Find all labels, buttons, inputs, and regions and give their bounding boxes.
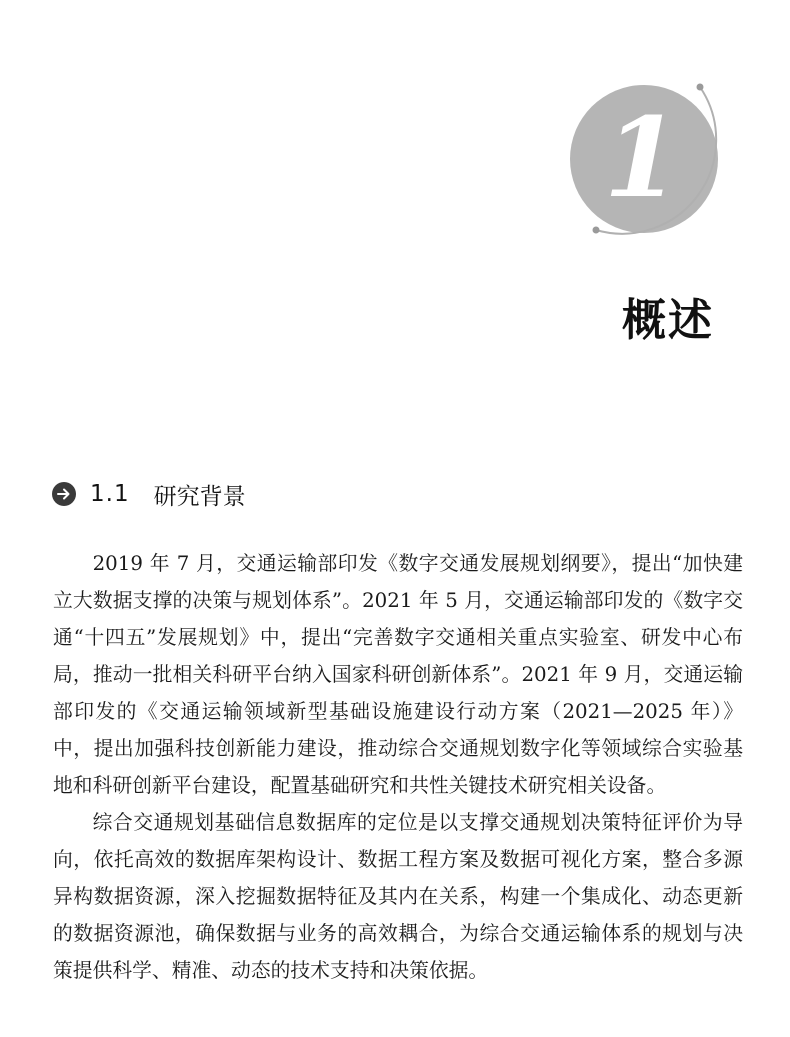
section-title: 研究背景 (153, 483, 246, 510)
arrow-right-icon (52, 482, 76, 506)
section-number: 1.1 (90, 481, 130, 507)
chapter-number-badge (0, 0, 790, 270)
paragraph: 综合交通规划基础信息数据库的定位是以支撑交通规划决策特征评价为导向，依托高效的数据库架构设计、数据工程方案及数据可视化方案，整合多源异构数据资源，深入挖掘数据特征及其内在关系，构建一个集成化、动态更新的数据资源池，确保数据与业务的高效耦合，为综合交通运输体系的规划与决策提供科学、精准、动态的技术支持和决策依据。 (53, 811, 743, 982)
paragraph: 2019 年 7 月，交通运输部印发《数字交通发展规划纲要》，提出“加快建立大数据支撑的决策与规划体系”。2021 年 5 月，交通运输部印发的《数字交通“十四五”发展规划》中，提出“完善数字交通相关重点实验室、研发中心布局，推动一批相关科研平台纳入国家科研创新体系”。2021 年 9 月，交通运输部印发的《交通运输领域新型基础设施建设行动方案（2021—2025 年）》中，提出加强科技创新能力建设，推动综合交通规划数字化等领域综合实验基地和科研创新平台建设，配置基础研究和共性关键技术研究相关设备。 (53, 552, 743, 797)
chapter-title: 概述 (622, 295, 714, 346)
chapter-number: 1 (603, 93, 681, 222)
section-heading (52, 476, 246, 512)
body-text (53, 545, 743, 989)
